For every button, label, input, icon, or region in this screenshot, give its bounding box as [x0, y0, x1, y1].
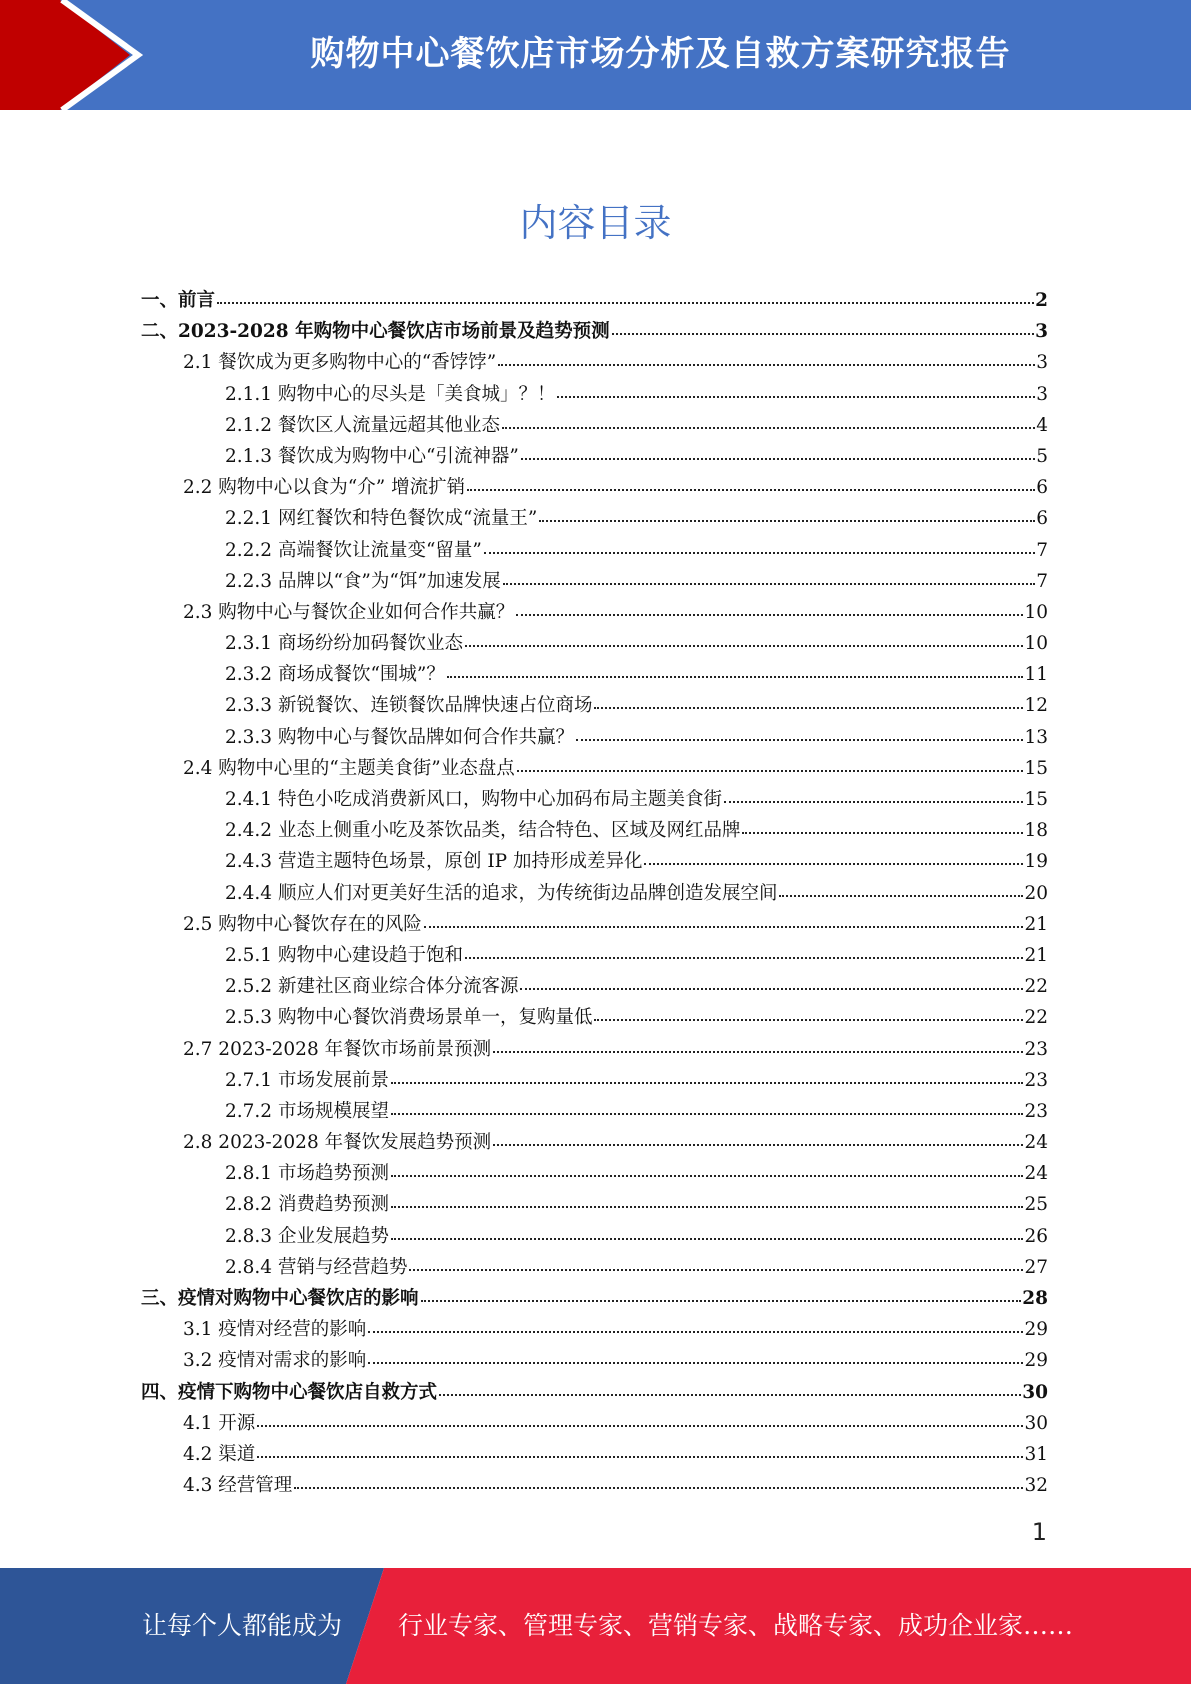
toc-dot-leader — [391, 1175, 1023, 1177]
toc-entry-page: 25 — [1024, 1194, 1048, 1216]
toc-entry-page: 6 — [1036, 508, 1048, 530]
toc-dot-leader — [391, 1082, 1023, 1084]
toc-entry[interactable] — [141, 1096, 1048, 1127]
toc-dot-leader — [421, 1300, 1022, 1302]
toc-entry-page: 24 — [1024, 1132, 1048, 1154]
toc-dot-leader — [409, 1269, 1023, 1271]
toc-entry-title: 2.7 2023-2028 年餐饮市场前景预测 — [183, 1038, 492, 1060]
toc-entry-title: 二、2023-2028 年购物中心餐饮店市场前景及趋势预测 — [141, 321, 610, 343]
toc-dot-leader — [467, 489, 1035, 491]
toc-entry-title: 2.3.3 新锐餐饮、连锁餐饮品牌快速占位商场 — [225, 695, 593, 717]
toc-dot-leader — [447, 676, 1024, 678]
toc-entry[interactable] — [141, 1189, 1048, 1220]
toc-entry-title: 2.4 购物中心里的“主题美食街”业态盘点 — [183, 757, 515, 779]
toc-entry-title: 一、前言 — [141, 290, 216, 311]
toc-entry[interactable] — [141, 846, 1048, 877]
footer-slogan-right: 行业专家、管理专家、营销专家、战略专家、成功企业家…… — [398, 1611, 1074, 1640]
toc-dot-leader — [503, 583, 1035, 585]
toc-entry-title: 3.1 疫情对经营的影响 — [183, 1319, 367, 1341]
toc-entry-page: 10 — [1024, 633, 1048, 655]
toc-entry-title: 四、疫情下购物中心餐饮店自救方式 — [141, 1381, 438, 1403]
toc-entry-title: 4.1 开源 — [183, 1412, 256, 1434]
toc-entry-page: 11 — [1024, 664, 1048, 686]
toc-entry-title: 2.7.1 市场发展前景 — [225, 1069, 389, 1091]
toc-dot-leader — [391, 1206, 1023, 1208]
toc-entry-title: 2.3.2 商场成餐饮“围城”？ — [225, 664, 445, 686]
toc-entry-page: 20 — [1024, 882, 1048, 904]
toc-entry-page: 27 — [1024, 1256, 1048, 1278]
toc-entry[interactable] — [141, 1158, 1048, 1189]
toc-entry-page: 10 — [1024, 601, 1048, 623]
toc-dot-leader — [257, 1456, 1023, 1458]
toc-entry-page: 31 — [1024, 1443, 1048, 1465]
toc-entry-title: 2.7.2 市场规模展望 — [225, 1100, 389, 1122]
toc-entry-page: 21 — [1024, 913, 1048, 935]
toc-entry-page: 3 — [1036, 352, 1048, 374]
toc-entry-title: 3.2 疫情对需求的影响 — [183, 1350, 367, 1372]
toc-entry-page: 30 — [1022, 1381, 1048, 1403]
toc-entry[interactable] — [141, 1345, 1048, 1376]
toc-dot-leader — [779, 895, 1023, 897]
toc-dot-leader — [742, 832, 1023, 834]
toc-entry[interactable] — [141, 597, 1048, 628]
toc-entry[interactable] — [141, 1377, 1048, 1408]
toc-entry-page: 26 — [1024, 1225, 1048, 1247]
toc-entry-title: 2.8 2023-2028 年餐饮发展趋势预测 — [183, 1132, 492, 1154]
toc-heading: 内容目录 — [519, 201, 672, 245]
toc-dot-leader — [493, 1051, 1023, 1053]
toc-dot-leader — [498, 364, 1035, 366]
toc-entry-page: 15 — [1024, 789, 1048, 810]
toc-entry-title: 2.5.2 新建社区商业综合体分流客源 — [225, 976, 519, 998]
toc-dot-leader — [539, 520, 1035, 522]
toc-entry[interactable] — [141, 347, 1048, 378]
toc-dot-leader — [644, 863, 1023, 865]
toc-entry-page: 18 — [1024, 820, 1048, 842]
toc-dot-leader — [724, 801, 1023, 803]
toc-entry[interactable] — [141, 784, 1048, 815]
toc-entry[interactable] — [141, 909, 1048, 940]
toc-entry[interactable] — [141, 722, 1048, 753]
toc-entry[interactable] — [141, 379, 1048, 410]
toc-dot-leader — [516, 614, 1023, 616]
toc-dot-leader — [557, 396, 1035, 398]
toc-entry[interactable] — [141, 1283, 1048, 1314]
toc-entry-page: 22 — [1024, 976, 1048, 998]
toc-entry[interactable] — [141, 1002, 1048, 1033]
toc-entry-title: 2.1.1 购物中心的尽头是「美食城」？！ — [225, 383, 556, 405]
toc-entry[interactable] — [141, 1314, 1048, 1345]
toc-entry[interactable] — [141, 503, 1048, 534]
toc-dot-leader — [391, 1113, 1023, 1115]
toc-entry-title: 2.2.2 高端餐饮让流量变“留量” — [225, 539, 482, 561]
toc-entry[interactable] — [141, 1408, 1048, 1439]
toc-dot-leader — [368, 1331, 1023, 1333]
toc-dot-leader — [521, 458, 1035, 460]
toc-entry[interactable] — [141, 441, 1048, 472]
toc-entry[interactable] — [141, 410, 1048, 441]
toc-entry[interactable] — [141, 1221, 1048, 1252]
toc-entry-page: 23 — [1024, 1100, 1048, 1122]
toc-dot-leader — [502, 427, 1035, 429]
toc-entry-page: 30 — [1024, 1412, 1048, 1434]
header-arrow-decoration — [0, 0, 150, 110]
toc-entry-title: 4.2 渠道 — [183, 1443, 256, 1465]
toc-entry-page: 3 — [1035, 321, 1048, 343]
toc-entry-title: 2.8.2 消费趋势预测 — [225, 1194, 389, 1216]
toc-entry[interactable] — [141, 566, 1048, 597]
toc-entry-page: 29 — [1024, 1350, 1048, 1372]
toc-entry-title: 2.1.3 餐饮成为购物中心“引流神器” — [225, 445, 519, 467]
toc-entry-page: 7 — [1036, 570, 1048, 592]
toc-dot-leader — [594, 707, 1023, 709]
table-of-contents — [141, 285, 1048, 1501]
toc-dot-leader — [594, 1019, 1023, 1021]
toc-entry-title: 2.4.1 特色小吃成消费新风口，购物中心加码布局主题美食街 — [225, 789, 722, 810]
toc-entry-title: 2.4.3 营造主题特色场景，原创 IP 加持形成差异化 — [225, 851, 643, 873]
toc-entry-title: 2.4.4 顺应人们对更美好生活的追求，为传统街边品牌创造发展空间 — [225, 882, 778, 904]
toc-entry[interactable] — [141, 316, 1048, 347]
toc-entry-title: 2.4.2 业态上侧重小吃及茶饮品类，结合特色、区域及网红品牌 — [225, 820, 741, 842]
toc-entry-page: 24 — [1024, 1163, 1048, 1185]
toc-entry-title: 2.8.4 营销与经营趋势 — [225, 1256, 408, 1278]
toc-entry[interactable] — [141, 285, 1048, 316]
toc-entry-page: 22 — [1024, 1007, 1048, 1029]
toc-entry[interactable] — [141, 1127, 1048, 1158]
toc-entry-page: 6 — [1036, 477, 1048, 499]
toc-dot-leader — [517, 770, 1024, 772]
toc-dot-leader — [424, 926, 1024, 928]
toc-entry-title: 2.8.1 市场趋势预测 — [225, 1163, 389, 1185]
toc-dot-leader — [294, 1487, 1023, 1489]
toc-entry-title: 2.5.1 购物中心建设趋于饱和 — [225, 944, 463, 966]
toc-entry-page: 19 — [1024, 851, 1048, 873]
toc-entry[interactable] — [141, 1252, 1048, 1283]
toc-entry[interactable] — [141, 940, 1048, 971]
toc-entry-page: 5 — [1036, 445, 1048, 467]
toc-entry-title: 2.2 购物中心以食为“介” 增流扩销 — [183, 477, 466, 499]
toc-dot-leader — [465, 645, 1023, 647]
toc-entry[interactable] — [141, 659, 1048, 690]
toc-dot-leader — [368, 1362, 1023, 1364]
toc-entry-page: 4 — [1036, 414, 1048, 436]
toc-dot-leader — [391, 1238, 1023, 1240]
toc-entry[interactable] — [141, 1065, 1048, 1096]
header-bar — [0, 0, 1191, 110]
toc-entry[interactable] — [141, 878, 1048, 909]
report-title: 购物中心餐饮店市场分析及自救方案研究报告 — [310, 34, 1011, 74]
toc-entry-title: 2.2.3 品牌以“食”为“饵”加速发展 — [225, 570, 501, 592]
toc-entry-page: 12 — [1024, 695, 1048, 717]
toc-dot-leader — [439, 1394, 1021, 1396]
toc-entry-page: 28 — [1022, 1288, 1048, 1309]
toc-entry-page: 13 — [1024, 726, 1048, 748]
toc-entry-title: 2.8.3 企业发展趋势 — [225, 1225, 389, 1247]
toc-entry-title: 2.3.3 购物中心与餐饮品牌如何合作共赢？ — [225, 726, 574, 748]
toc-entry-page: 29 — [1024, 1319, 1048, 1341]
toc-entry-title: 2.3.1 商场纷纷加码餐饮业态 — [225, 633, 463, 655]
toc-entry[interactable] — [141, 1439, 1048, 1470]
toc-entry-title: 三、疫情对购物中心餐饮店的影响 — [141, 1288, 419, 1309]
toc-entry[interactable] — [141, 628, 1048, 659]
toc-dot-leader — [493, 1144, 1023, 1146]
toc-entry-title: 4.3 经营管理 — [183, 1475, 293, 1497]
toc-dot-leader — [257, 1425, 1023, 1427]
toc-entry-title: 2.5.3 购物中心餐饮消费场景单一，复购量低 — [225, 1007, 593, 1029]
toc-entry-title: 2.3 购物中心与餐饮企业如何合作共赢？ — [183, 601, 515, 623]
toc-entry-page: 32 — [1024, 1475, 1048, 1497]
toc-entry[interactable] — [141, 1470, 1048, 1501]
toc-entry[interactable] — [141, 815, 1048, 846]
toc-entry-page: 2 — [1035, 290, 1048, 311]
toc-entry[interactable] — [141, 1034, 1048, 1065]
toc-entry[interactable] — [141, 535, 1048, 566]
toc-dot-leader — [484, 552, 1035, 554]
toc-entry-page: 23 — [1024, 1038, 1048, 1060]
toc-entry-title: 2.5 购物中心餐饮存在的风险 — [183, 913, 422, 935]
toc-entry-title: 2.1 餐饮成为更多购物中心的“香饽饽” — [183, 352, 497, 374]
toc-dot-leader — [520, 988, 1023, 990]
toc-entry-page: 23 — [1024, 1069, 1048, 1091]
toc-dot-leader — [465, 957, 1023, 959]
toc-entry[interactable] — [141, 753, 1048, 784]
toc-entry[interactable] — [141, 472, 1048, 503]
toc-entry-page: 21 — [1024, 944, 1048, 966]
toc-dot-leader — [217, 302, 1034, 304]
toc-entry-page: 3 — [1036, 383, 1048, 405]
footer-slogan-left: 让每个人都能成为 — [142, 1611, 343, 1640]
toc-entry-title: 2.2.1 网红餐饮和特色餐饮成“流量王” — [225, 508, 538, 530]
toc-entry-title: 2.1.2 餐饮区人流量远超其他业态 — [225, 414, 500, 436]
footer-bar — [0, 1568, 1191, 1684]
toc-entry[interactable] — [141, 690, 1048, 721]
toc-dot-leader — [612, 333, 1035, 335]
toc-entry-page: 15 — [1024, 757, 1048, 779]
toc-entry[interactable] — [141, 971, 1048, 1002]
toc-entry-page: 7 — [1036, 539, 1048, 561]
toc-dot-leader — [576, 739, 1023, 741]
page-number: 1 — [1031, 1518, 1047, 1546]
